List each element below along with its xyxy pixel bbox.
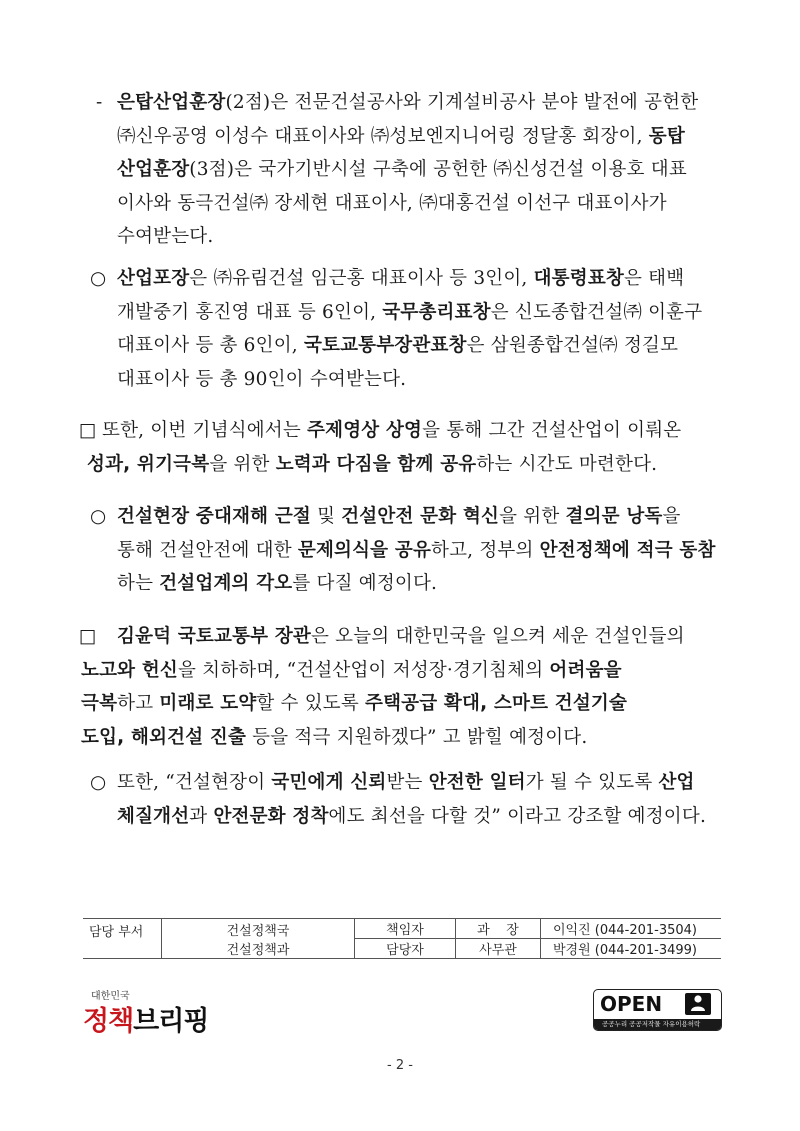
para1 [117,86,698,254]
para3-line-1 [102,414,681,448]
bold-term: 산업훈장 [117,159,190,180]
logo-black-text: 브리핑 [133,1006,209,1037]
para5-line-4 [81,721,685,755]
para2-line-1 [117,262,702,296]
staff-name-phone: 박경원 (044-201-3499) [541,939,722,959]
bold-term: 산업포장 [117,268,190,289]
para5 [81,620,685,754]
para2 [117,262,702,396]
logo-wordmark [83,999,208,1038]
text: 대표이사 등 총 90인이 수여받는다. [117,368,407,390]
bold-term: 미래로 도약 [159,693,257,714]
text: 에도 최선을 다할 것” 이라고 강조할 예정이다. [328,805,707,827]
text: 대표이사 등 총 6인이, [117,335,304,356]
text: 를 다질 예정이다. [292,573,438,594]
bold-term: 체질개선 [117,805,190,827]
bold-term: 동탑 [648,125,685,147]
para2-line-3 [117,329,702,363]
bold-term: 대통령표창 [533,268,624,289]
text: 하는 [117,573,160,594]
bold-term: 어려움을 [549,659,622,681]
attribution-person-icon [685,993,711,1015]
para6 [117,766,706,833]
resp-label: 책임자 [355,919,456,939]
text: 을 위한 [499,506,566,527]
text: 은 태백 [623,268,685,289]
para4 [117,500,716,601]
text: 통해 건설안전에 대한 [117,539,298,561]
text: 또한, “건설현장이 [117,772,272,793]
text: 등을 적극 지원하겠다” 고 밝힐 예정이다. [246,726,588,748]
text: 수여받는다. [117,226,214,247]
bold-term: 도입, 해외건설 진출 [81,726,247,748]
para1-line-4 [117,187,698,221]
text: 이사와 동극건설㈜ 장세현 대표이사, ㈜대홍건설 이선구 대표이사가 [117,192,667,214]
resp-title: 과 장 [456,919,541,939]
text: 을 통해 그간 건설산업이 이뤄온 [422,420,682,441]
text: ㈜신우공영 이성수 대표이사와 ㈜성보엔지니어링 정달홍 회장이, [117,125,649,147]
text: (2점)은 전문건설공사와 기계설비공사 분야 발전에 공헌한 [225,92,699,113]
bold-term: 노력과 다짐을 함께 공유 [275,453,477,475]
para5-line-2 [81,654,685,688]
page-number: - 2 - [387,1058,413,1073]
para1-line-5 [117,220,698,254]
bold-term: 안전문화 정착 [213,805,329,827]
person-icon [685,993,711,1015]
text: 할 수 있도록 [256,693,365,714]
para1-line-3 [117,153,698,187]
dept-division: 건설정책과 [226,942,290,958]
bold-term: 문제의식을 공유 [297,539,432,561]
bold-term: 극복 [81,693,118,714]
para1-marker: - [96,92,103,113]
text: 을 치하하며, “건설산업이 저성장·경기침체의 [178,659,550,681]
staff-label: 담당자 [355,939,456,959]
para1-line-2 [117,120,698,154]
para1-line-1 [117,86,698,120]
dept-bureau: 건설정책국 [226,923,290,939]
text: 은 삼원종합건설㈜ 정길모 [466,335,679,356]
logo-small-text: 대한민국 [91,991,130,1002]
bold-term: 국민에게 신뢰 [271,772,387,793]
bold-term: 국토교통부장관표창 [303,335,467,356]
open-label: OPEN [600,992,663,1016]
para5-marker: □ [79,626,97,647]
text: 가 될 수 있도록 [525,772,659,793]
bold-term: 주택공급 확대, 스마트 건설기술 [365,693,628,714]
text: 및 [311,506,342,527]
bold-term: 건설안전 문화 혁신 [341,506,500,527]
para4-line-3 [117,567,716,601]
dept-label: 담당 부서 [83,919,162,959]
contact-table [83,918,721,959]
text: 또한, 이번 기념식에서는 [102,420,308,441]
para6-marker: ○ [90,772,107,793]
para3 [87,414,682,481]
para2-line-2 [117,296,702,330]
bold-term: 산업 [658,772,695,793]
text: 하는 시간도 마련한다. [476,453,658,475]
text: 하고, 정부의 [431,539,540,561]
para2-line-4 [117,363,702,397]
para2-marker: ○ [90,268,107,289]
bold-term: 노고와 헌신 [81,659,178,681]
policy-briefing-logo [83,987,213,1035]
text: (3점)은 국가기반시설 구축에 공헌한 ㈜신성건설 이용호 대표 [189,159,687,180]
para6-line-2 [117,800,706,834]
open-footer-text: 공공누리 공공저작물 자유이용허락 [594,1019,721,1030]
logo-red-text: 정책 [83,1006,134,1037]
bold-term: 안전한 일터 [428,772,526,793]
para4-line-2 [117,534,716,568]
table-row [83,919,721,939]
text: 하고 [117,693,160,714]
bold-term: 성과 [87,453,124,475]
para3-line-2 [87,448,681,482]
text: 은 오늘의 대한민국을 일으켜 세운 건설인들의 [311,626,685,647]
resp-name-phone: 이익진 (044-201-3504) [541,919,722,939]
text: 과 [189,805,214,827]
staff-title: 사무관 [456,939,541,959]
text: 개발중기 홍진영 대표 등 6인이, [117,301,383,323]
dept-cell [162,919,355,959]
bold-term: 건설현장 중대재해 근절 [117,506,311,527]
bold-term: 김윤덕 국토교통부 장관 [117,626,311,647]
text: 은 신도종합건설㈜ 이훈구 [490,301,703,323]
bold-term: 안전정책에 적극 동참 [539,539,716,561]
para5-line-3 [81,687,685,721]
para4-line-1 [117,500,716,534]
bold-term: 위기극복 [137,453,210,475]
para5-line-1 [117,620,685,654]
bold-term: 건설업계의 각오 [159,573,293,594]
bold-term: 결의문 낭독 [565,506,663,527]
text: 받는 [386,772,429,793]
bold-term: 은탑산업훈장 [117,92,226,113]
para4-marker: ○ [90,506,107,527]
bold-term: 주제영상 상영 [307,420,423,441]
para6-line-1 [117,766,706,800]
bold-term: 국무총리표창 [382,301,491,323]
text: 을 [662,506,681,527]
para3-marker: □ [79,420,97,441]
text: 은 ㈜유림건설 임근홍 대표이사 등 3인이, [189,268,534,289]
kogl-open-badge [593,989,722,1031]
text: 을 위한 [209,453,276,475]
bold-term: , [123,453,138,475]
